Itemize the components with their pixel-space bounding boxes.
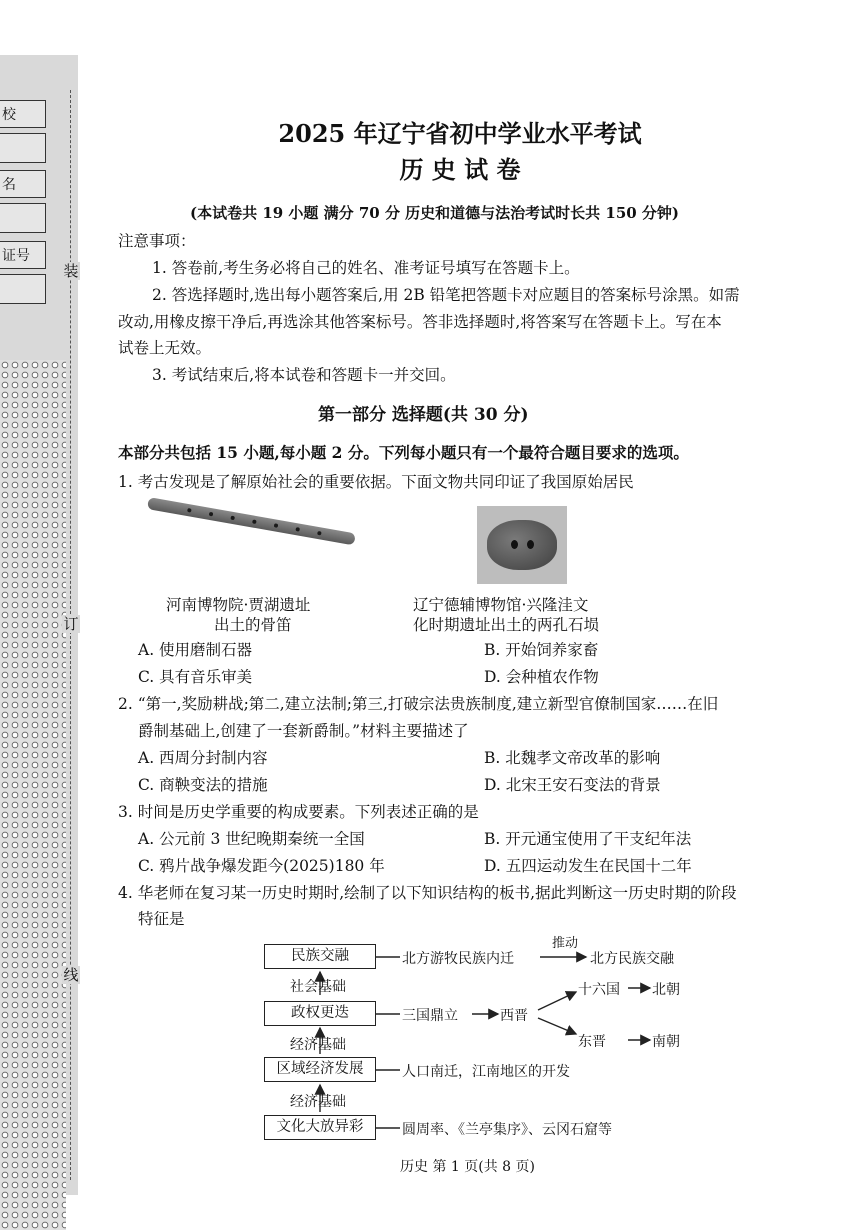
- diagram-basis-social: 社会基础: [290, 979, 346, 995]
- note-item-2-line-1: 2. 答选择题时,选出每小题答案后,用 2B 铅笔把答题卡对应题目的答案标号涂黑。如需: [152, 286, 740, 304]
- exam-title: 2025 年辽宁省初中学业水平考试: [278, 119, 642, 148]
- q2-option-d: D. 北宋王安石变法的背景: [484, 776, 661, 794]
- stone-xun-image: [477, 506, 567, 584]
- q1-option-c: C. 具有音乐审美: [138, 668, 253, 686]
- exam-info: (本试卷共 19 小题 满分 70 分 历史和道德与法治考试时长共 150 分钟): [190, 204, 680, 222]
- id-field: [0, 274, 46, 304]
- binding-dashed-line: [70, 90, 71, 1180]
- id-label: 证号: [0, 241, 46, 269]
- q1-stem: 1. 考古发现是了解原始社会的重要依据。下面文物共同印证了我国原始居民: [118, 473, 634, 491]
- q2-option-a: A. 西周分封制内容: [138, 749, 268, 767]
- q2-option-c: C. 商鞅变法的措施: [138, 776, 268, 794]
- q1-caption-2-line-2: 化时期遗址出土的两孔石埙: [413, 616, 600, 634]
- q2-stem-line-2: 爵制基础上,创建了一套新爵制。”材料主要描述了: [138, 722, 469, 740]
- stapling-label: 订: [63, 615, 79, 633]
- diagram-southern-dynasties: 南朝: [652, 1034, 680, 1050]
- diagram-culture-examples: 圆周率、《兰亭集序》、云冈石窟等: [402, 1122, 612, 1138]
- diagram-promote-label: 推动: [552, 936, 579, 951]
- diagram-box-regime-change: 政权更迭: [264, 1001, 376, 1026]
- q2-stem-line-1: 2. “第一,奖励耕战;第二,建立法制;第三,打破宗法贵族制度,建立新型官僚制国家……在旧: [118, 695, 719, 713]
- part1-instruction: 本部分共包括 15 小题,每小题 2 分。下列每小题只有一个最符合题目要求的选项。: [118, 443, 689, 462]
- q3-option-a: A. 公元前 3 世纪晚期秦统一全国: [138, 830, 365, 848]
- diagram-basis-economic-1: 经济基础: [290, 1037, 346, 1053]
- q1-caption-2-line-1: 辽宁德辅博物馆·兴隆洼文: [413, 596, 589, 614]
- diagram-basis-economic-2: 经济基础: [290, 1094, 346, 1110]
- line-label: 线: [63, 966, 79, 984]
- name-field: [0, 203, 46, 233]
- diagram-southward-migration: 人口南迁，江南地区的开发: [402, 1064, 570, 1080]
- q2-option-b: B. 北魏孝文帝改革的影响: [484, 749, 661, 767]
- diagram-eastern-jin: 东晋: [578, 1034, 606, 1050]
- bone-flute-image: [147, 497, 356, 545]
- diagram-box-culture: 文化大放异彩: [264, 1115, 376, 1140]
- note-item-2-line-3: 试卷上无效。: [118, 339, 212, 357]
- q4-stem-line-1: 4. 华老师在复习某一历史时期时,绘制了以下知识结构的板书,据此判断这一历史时期的阶段: [118, 884, 737, 902]
- school-field: [0, 133, 46, 163]
- diagram-sixteen-kingdoms: 十六国: [578, 982, 620, 998]
- binding-label: 装: [63, 262, 79, 280]
- q1-option-b: B. 开始饲养家畜: [484, 641, 599, 659]
- note-item-3: 3. 考试结束后,将本试卷和答题卡一并交回。: [152, 366, 456, 384]
- q3-option-b: B. 开元通宝使用了干支纪年法: [484, 830, 692, 848]
- school-label: 校: [0, 100, 46, 128]
- diagram-nomadic-migration: 北方游牧民族内迁: [402, 951, 514, 967]
- notes-heading: 注意事项：: [118, 232, 196, 250]
- page-footer: 历史 第 1 页(共 8 页): [400, 1159, 535, 1175]
- q1-option-d: D. 会种植农作物: [484, 668, 599, 686]
- q4-stem-line-2: 特征是: [138, 910, 185, 928]
- note-item-2-line-2: 改动,用橡皮擦干净后,再选涂其他答案标号。答非选择题时,将答案写在答题卡上。写在本: [118, 313, 722, 331]
- q3-option-d: D. 五四运动发生在民国十二年: [484, 857, 692, 875]
- note-item-1: 1. 答卷前,考生务必将自己的姓名、准考证号填写在答题卡上。: [152, 259, 580, 277]
- anti-copy-pattern: [0, 360, 66, 1230]
- q3-stem: 3. 时间是历史学重要的构成要素。下列表述正确的是: [118, 803, 479, 821]
- diagram-three-kingdoms: 三国鼎立: [402, 1008, 458, 1024]
- diagram-northern-integration: 北方民族交融: [590, 951, 674, 967]
- q1-caption-1-line-1: 河南博物院·贾湖遗址: [166, 596, 311, 614]
- q1-caption-1-line-2: 出土的骨笛: [214, 616, 292, 634]
- diagram-western-jin: 西晋: [500, 1008, 528, 1024]
- diagram-box-regional-economy: 区域经济发展: [264, 1057, 376, 1082]
- part1-heading: 第一部分 选择题(共 30 分): [318, 405, 529, 425]
- diagram-northern-dynasties: 北朝: [652, 982, 680, 998]
- diagram-box-ethnic-integration: 民族交融: [264, 944, 376, 969]
- q1-option-a: A. 使用磨制石器: [138, 641, 253, 659]
- name-label: 名: [0, 170, 46, 198]
- exam-subtitle: 历 史 试 卷: [399, 155, 521, 184]
- q3-option-c: C. 鸦片战争爆发距今(2025)180 年: [138, 857, 385, 875]
